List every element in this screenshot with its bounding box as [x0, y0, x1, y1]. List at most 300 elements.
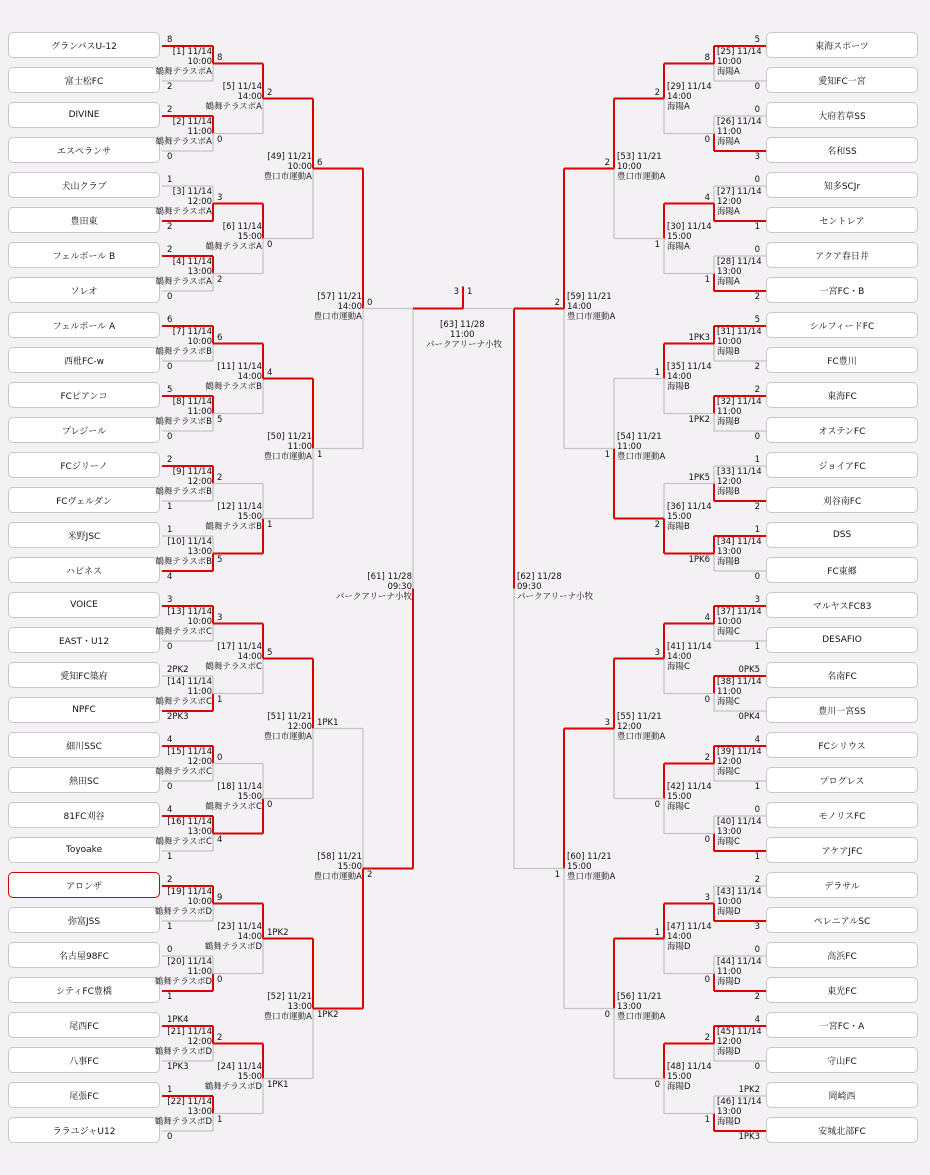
team-box[interactable]: EAST・U12 [8, 627, 160, 653]
score-top: 2PK2 [167, 665, 189, 675]
score-top: 0 [754, 245, 760, 255]
match-time: 11:00 [717, 126, 742, 137]
match-venue: 豊口市運動A [263, 451, 312, 462]
match-id: [49] 11/21 [267, 151, 312, 162]
score-top: 2 [754, 385, 760, 395]
match-venue: 海陽D [717, 1116, 741, 1127]
team-box[interactable]: DIVINE [8, 102, 160, 128]
match-id: [15] 11/14 [167, 746, 212, 757]
score-top: 2 [554, 297, 560, 308]
match-time: 10:00 [617, 161, 642, 172]
final-match-venue: パークアリーナ小牧 [426, 339, 503, 350]
match-venue: 海陽D [717, 906, 741, 917]
score-top: 2 [267, 87, 273, 98]
match-venue: 海陽B [717, 416, 740, 427]
score-bottom: 0 [217, 134, 223, 145]
match-time: 12:00 [717, 1036, 742, 1047]
team-box[interactable]: プログレス [766, 767, 918, 793]
team-box[interactable]: ソレオ [8, 277, 160, 303]
match-venue: パークアリーナ小牧 [335, 591, 412, 602]
score-top: 9 [217, 892, 223, 903]
score-bottom: 1 [704, 1114, 710, 1125]
match-id: [38] 11/14 [717, 676, 762, 687]
match-venue: 鶴舞テラスポA [155, 66, 212, 77]
match-venue: 海陽C [667, 801, 690, 812]
match-venue: 豊口市運動A [263, 171, 312, 182]
match-id: [36] 11/14 [667, 501, 712, 512]
team-box[interactable]: Toyoake [8, 837, 160, 863]
match-id: [28] 11/14 [717, 256, 762, 267]
match-venue: 海陽A [667, 101, 690, 112]
match-id: [7] 11/14 [172, 326, 212, 337]
match-time: 12:00 [187, 756, 212, 767]
match-id: [16] 11/14 [167, 816, 212, 827]
match-id: [27] 11/14 [717, 186, 762, 197]
match-time: 13:00 [187, 826, 212, 837]
match-venue: 海陽A [717, 136, 740, 147]
score-top: 6 [167, 315, 173, 325]
match-time: 14:00 [667, 91, 692, 102]
match-time: 13:00 [187, 266, 212, 277]
final-score-left: 3 [453, 286, 459, 297]
score-bottom: 1PK1 [267, 1079, 289, 1090]
score-bottom: 5 [217, 554, 223, 565]
score-top: 2 [604, 157, 610, 168]
score-top: 3 [754, 595, 760, 605]
team-box[interactable]: 名古屋98FC [8, 942, 160, 968]
team-box[interactable]: 細川SSC [8, 732, 160, 758]
match-id: [45] 11/14 [717, 1026, 762, 1037]
match-time: 11:00 [617, 441, 642, 452]
match-id: [43] 11/14 [717, 886, 762, 897]
score-top: 4 [167, 735, 173, 745]
score-bottom: 0 [604, 1009, 610, 1020]
score-top: 2 [754, 875, 760, 885]
match-venue: 鶴舞テラスポD [154, 1046, 212, 1057]
match-time: 13:00 [187, 1106, 212, 1117]
team-box[interactable]: 岡崎西 [766, 1082, 918, 1108]
score-top: 1 [654, 367, 660, 378]
match-venue: 鶴舞テラスポB [155, 556, 212, 567]
score-top: 2 [167, 245, 173, 255]
team-box[interactable]: 守山FC [766, 1047, 918, 1073]
match-venue: 海陽B [667, 381, 690, 392]
match-id: [18] 11/14 [217, 781, 262, 792]
team-box[interactable]: 愛知FC一宮 [766, 67, 918, 93]
score-bottom: 0 [167, 782, 173, 792]
score-top: 2 [167, 455, 173, 465]
score-bottom: 0 [267, 799, 273, 810]
score-top: 0 [754, 105, 760, 115]
team-box[interactable]: グランパスU-12 [8, 32, 160, 58]
match-time: 13:00 [717, 1106, 742, 1117]
team-box[interactable]: FC東郷 [766, 557, 918, 583]
match-id: [26] 11/14 [717, 116, 762, 127]
match-id: [39] 11/14 [717, 746, 762, 757]
score-top: 3 [217, 192, 223, 203]
team-box[interactable]: ジョイアFC [766, 452, 918, 478]
match-id: [40] 11/14 [717, 816, 762, 827]
match-id: [3] 11/14 [172, 186, 212, 197]
match-id: [17] 11/14 [217, 641, 262, 652]
team-box[interactable]: 弥富JSS [8, 907, 160, 933]
match-time: 15:00 [667, 1071, 692, 1082]
score-bottom: 2 [754, 502, 760, 512]
score-bottom: 0 [217, 974, 223, 985]
match-venue: 鶴舞テラスポD [154, 976, 212, 987]
match-venue: 鶴舞テラスポB [205, 521, 262, 532]
score-bottom: 2 [167, 222, 173, 232]
score-bottom: 1PK6 [688, 554, 710, 565]
match-time: 15:00 [667, 791, 692, 802]
score-top: 3 [704, 892, 710, 903]
match-venue: 海陽D [717, 976, 741, 987]
match-id: [42] 11/14 [667, 781, 712, 792]
match-venue: パークアリーナ小牧 [517, 591, 594, 602]
score-bottom: 1 [267, 519, 273, 530]
match-venue: 豊口市運動A [617, 731, 666, 742]
match-time: 10:00 [717, 616, 742, 627]
match-time: 12:00 [617, 721, 642, 732]
team-box[interactable]: 刈谷南FC [766, 487, 918, 513]
match-id: [8] 11/14 [172, 396, 212, 407]
match-venue: 鶴舞テラスポD [204, 1081, 262, 1092]
score-bottom: 2 [217, 274, 223, 285]
score-top: 8 [704, 52, 710, 63]
match-venue: 海陽C [717, 626, 740, 637]
match-time: 12:00 [717, 196, 742, 207]
score-bottom: 0 [704, 694, 710, 705]
match-venue: 鶴舞テラスポB [155, 486, 212, 497]
match-time: 13:00 [717, 546, 742, 557]
score-bottom: 2PK3 [167, 712, 189, 722]
score-bottom: 1 [704, 274, 710, 285]
score-bottom: 1PK2 [317, 1009, 339, 1020]
team-box[interactable]: エスペランサ [8, 137, 160, 163]
score-bottom: 0 [704, 834, 710, 845]
match-id: [25] 11/14 [717, 46, 762, 57]
match-time: 10:00 [717, 896, 742, 907]
match-id: [21] 11/14 [167, 1026, 212, 1037]
match-time: 13:00 [717, 826, 742, 837]
match-venue: 鶴舞テラスポC [205, 661, 262, 672]
match-time: 15:00 [667, 231, 692, 242]
match-time: 14:00 [667, 931, 692, 942]
team-box[interactable]: DESAFIO [766, 627, 918, 653]
team-box[interactable]: 東海FC [766, 382, 918, 408]
team-box[interactable]: プレジール [8, 417, 160, 443]
score-bottom: 2 [167, 82, 173, 92]
match-venue: 海陽C [717, 766, 740, 777]
score-bottom: 1PK2 [688, 414, 710, 425]
match-time: 11:00 [187, 966, 212, 977]
team-box[interactable]: FCシリウス [766, 732, 918, 758]
match-id: [9] 11/14 [172, 466, 212, 477]
team-box[interactable]: オステンFC [766, 417, 918, 443]
match-id: [5] 11/14 [222, 81, 262, 92]
team-box[interactable]: マルヤスFC83 [766, 592, 918, 618]
score-top: 1PK3 [688, 332, 710, 343]
team-box[interactable]: 東海スポーツ [766, 32, 918, 58]
match-time: 15:00 [237, 511, 262, 522]
score-bottom: 1 [554, 869, 560, 880]
match-venue: 海陽C [667, 661, 690, 672]
match-time: 13:00 [617, 1001, 642, 1012]
team-box[interactable]: 米野JSC [8, 522, 160, 548]
team-box[interactable]: 豊田東 [8, 207, 160, 233]
score-top: 4 [704, 612, 710, 623]
score-bottom: 1 [317, 449, 323, 460]
match-time: 12:00 [187, 476, 212, 487]
match-venue: 海陽B [717, 556, 740, 567]
score-top: 5 [167, 385, 173, 395]
score-top: 0 [754, 805, 760, 815]
match-venue: 鶴舞テラスポD [154, 1116, 212, 1127]
match-venue: 豊口市運動A [617, 451, 666, 462]
team-box[interactable]: FCヴェルダン [8, 487, 160, 513]
score-top: 5 [754, 35, 760, 45]
match-venue: 鶴舞テラスポB [155, 416, 212, 427]
score-top: 1 [167, 525, 173, 535]
match-venue: 海陽B [667, 521, 690, 532]
match-id: [58] 11/21 [317, 851, 362, 862]
score-top: 1PK2 [738, 1085, 760, 1095]
match-venue: 鶴舞テラスポD [154, 906, 212, 917]
match-time: 12:00 [187, 196, 212, 207]
team-box[interactable]: シルフィードFC [766, 312, 918, 338]
team-box[interactable]: 富士松FC [8, 67, 160, 93]
match-id: [37] 11/14 [717, 606, 762, 617]
score-top: 4 [267, 367, 273, 378]
match-id: [20] 11/14 [167, 956, 212, 967]
score-top: 0PK5 [738, 665, 760, 675]
match-time: 14:00 [237, 91, 262, 102]
team-box[interactable]: 尾張FC [8, 1082, 160, 1108]
score-bottom: 0 [754, 1062, 760, 1072]
match-id: [52] 11/21 [267, 991, 312, 1002]
match-time: 14:00 [667, 371, 692, 382]
score-bottom: 2 [654, 519, 660, 530]
match-id: [22] 11/14 [167, 1096, 212, 1107]
match-id: [53] 11/21 [617, 151, 662, 162]
match-id: [46] 11/14 [717, 1096, 762, 1107]
match-time: 09:30 [517, 581, 542, 592]
team-box[interactable]: 熱田SC [8, 767, 160, 793]
score-bottom: 0 [704, 974, 710, 985]
match-time: 10:00 [187, 336, 212, 347]
score-bottom: 1 [654, 239, 660, 250]
match-venue: 海陽A [717, 276, 740, 287]
match-time: 11:00 [187, 686, 212, 697]
match-venue: 豊口市運動A [263, 1011, 312, 1022]
score-top: 1PK1 [317, 717, 339, 728]
match-venue: 鶴舞テラスポA [155, 136, 212, 147]
match-venue: 海陽C [717, 696, 740, 707]
score-bottom: 2 [754, 292, 760, 302]
score-bottom: 0 [167, 432, 173, 442]
score-bottom: 1PK3 [167, 1062, 189, 1072]
match-venue: 豊口市運動A [567, 311, 616, 322]
score-top: 2 [167, 105, 173, 115]
score-bottom: 1 [754, 782, 760, 792]
match-time: 10:00 [187, 56, 212, 67]
score-top: 4 [167, 805, 173, 815]
team-box[interactable]: 一宮FC・A [766, 1012, 918, 1038]
score-top: 1 [654, 927, 660, 938]
match-venue: 海陽A [717, 206, 740, 217]
match-venue: 鶴舞テラスポC [155, 696, 212, 707]
score-top: 8 [217, 52, 223, 63]
final-match-time: 11:00 [450, 329, 475, 340]
match-id: [13] 11/14 [167, 606, 212, 617]
match-time: 11:00 [287, 441, 312, 452]
team-box[interactable]: アケアJFC [766, 837, 918, 863]
score-bottom: 0 [167, 362, 173, 372]
team-box[interactable]: デラサル [766, 872, 918, 898]
team-box[interactable]: セントレア [766, 207, 918, 233]
team-box[interactable]: 尾西FC [8, 1012, 160, 1038]
team-box[interactable]: 安城北部FC [766, 1117, 918, 1143]
match-id: [48] 11/14 [667, 1061, 712, 1072]
match-time: 11:00 [187, 406, 212, 417]
team-box[interactable]: FCピアンコ [8, 382, 160, 408]
match-time: 10:00 [287, 161, 312, 172]
team-box[interactable]: 名南FC [766, 662, 918, 688]
match-time: 15:00 [667, 511, 692, 522]
match-id: [12] 11/14 [217, 501, 262, 512]
match-venue: 鶴舞テラスポA [205, 241, 262, 252]
team-box[interactable]: 一宮FC・B [766, 277, 918, 303]
match-time: 10:00 [187, 896, 212, 907]
team-box[interactable]: 知多SCJr [766, 172, 918, 198]
score-top: 3 [654, 647, 660, 658]
team-box[interactable]: 名和SS [766, 137, 918, 163]
score-top: 8 [167, 35, 173, 45]
team-box[interactable]: 高浜FC [766, 942, 918, 968]
score-top: 4 [704, 192, 710, 203]
score-bottom: 2 [754, 992, 760, 1002]
match-id: [1] 11/14 [172, 46, 212, 57]
team-box[interactable]: FCジリーノ [8, 452, 160, 478]
match-venue: 鶴舞テラスポB [205, 381, 262, 392]
team-box[interactable]: モノリスFC [766, 802, 918, 828]
team-box[interactable]: フェルボール A [8, 312, 160, 338]
score-bottom: 0 [167, 1132, 173, 1142]
match-time: 13:00 [187, 546, 212, 557]
team-box[interactable]: 愛知FC築府 [8, 662, 160, 688]
score-top: 1PK2 [267, 927, 289, 938]
match-id: [34] 11/14 [717, 536, 762, 547]
score-bottom: 2 [754, 362, 760, 372]
match-venue: 豊口市運動A [617, 171, 666, 182]
team-box[interactable]: 八事FC [8, 1047, 160, 1073]
match-venue: 鶴舞テラスポB [155, 346, 212, 357]
team-box[interactable]: 豊川一宮SS [766, 697, 918, 723]
score-top: 5 [267, 647, 273, 658]
match-id: [29] 11/14 [667, 81, 712, 92]
match-venue: 鶴舞テラスポC [155, 766, 212, 777]
match-time: 11:00 [717, 966, 742, 977]
match-venue: 豊口市運動A [313, 311, 362, 322]
team-box[interactable]: ララユジャU12 [8, 1117, 160, 1143]
score-top: 6 [217, 332, 223, 343]
team-box[interactable]: FC豊川 [766, 347, 918, 373]
team-box[interactable]: フェルボール B [8, 242, 160, 268]
score-bottom: 1 [754, 852, 760, 862]
match-venue: 豊口市運動A [263, 731, 312, 742]
score-bottom: 1 [167, 502, 173, 512]
score-top: 6 [317, 157, 323, 168]
score-bottom: 1 [754, 222, 760, 232]
score-bottom: 0 [167, 152, 173, 162]
match-time: 09:30 [387, 581, 412, 592]
team-box[interactable]: DSS [766, 522, 918, 548]
match-venue: 豊口市運動A [567, 871, 616, 882]
team-box[interactable]: 犬山クラブ [8, 172, 160, 198]
match-time: 10:00 [717, 56, 742, 67]
score-bottom: 0 [754, 82, 760, 92]
match-id: [32] 11/14 [717, 396, 762, 407]
match-id: [59] 11/21 [567, 291, 612, 302]
team-box[interactable]: 西枇FC-w [8, 347, 160, 373]
score-bottom: 0 [167, 292, 173, 302]
match-venue: 海陽D [667, 1081, 691, 1092]
team-box[interactable]: シティFC豊橋 [8, 977, 160, 1003]
match-venue: 鶴舞テラスポA [155, 276, 212, 287]
match-time: 14:00 [237, 931, 262, 942]
team-box[interactable]: NPFC [8, 697, 160, 723]
score-top: 2 [217, 1032, 223, 1043]
team-box[interactable]: アロンザ [8, 872, 160, 898]
score-bottom: 2 [367, 869, 373, 880]
match-venue: 鶴舞テラスポC [155, 836, 212, 847]
match-id: [4] 11/14 [172, 256, 212, 267]
match-id: [35] 11/14 [667, 361, 712, 372]
match-id: [56] 11/21 [617, 991, 662, 1002]
match-id: [24] 11/14 [217, 1061, 262, 1072]
team-box[interactable]: ハピネス [8, 557, 160, 583]
team-box[interactable]: ペレニアルSC [766, 907, 918, 933]
team-box[interactable]: 大府若草SS [766, 102, 918, 128]
match-id: [41] 11/14 [667, 641, 712, 652]
team-box[interactable]: VOICE [8, 592, 160, 618]
score-top: 1 [167, 1085, 173, 1095]
score-top: 0 [754, 175, 760, 185]
match-id: [30] 11/14 [667, 221, 712, 232]
score-top: 2 [167, 875, 173, 885]
match-id: [31] 11/14 [717, 326, 762, 337]
score-bottom: 5 [217, 414, 223, 425]
team-box[interactable]: 81FC刈谷 [8, 802, 160, 828]
score-bottom: 0 [654, 799, 660, 810]
match-id: [2] 11/14 [172, 116, 212, 127]
match-id: [11] 11/14 [217, 361, 262, 372]
score-top: 3 [217, 612, 223, 623]
score-bottom: 4 [217, 834, 223, 845]
score-top: 0 [217, 752, 223, 763]
team-box[interactable]: 東光FC [766, 977, 918, 1003]
match-id: [33] 11/14 [717, 466, 762, 477]
match-time: 15:00 [237, 231, 262, 242]
score-top: 1 [754, 525, 760, 535]
score-bottom: 0 [654, 1079, 660, 1090]
team-box[interactable]: アクア春日井 [766, 242, 918, 268]
match-time: 14:00 [567, 301, 592, 312]
score-top: 5 [754, 315, 760, 325]
score-bottom: 1 [604, 449, 610, 460]
score-top: 0 [367, 297, 373, 308]
match-time: 11:00 [187, 126, 212, 137]
